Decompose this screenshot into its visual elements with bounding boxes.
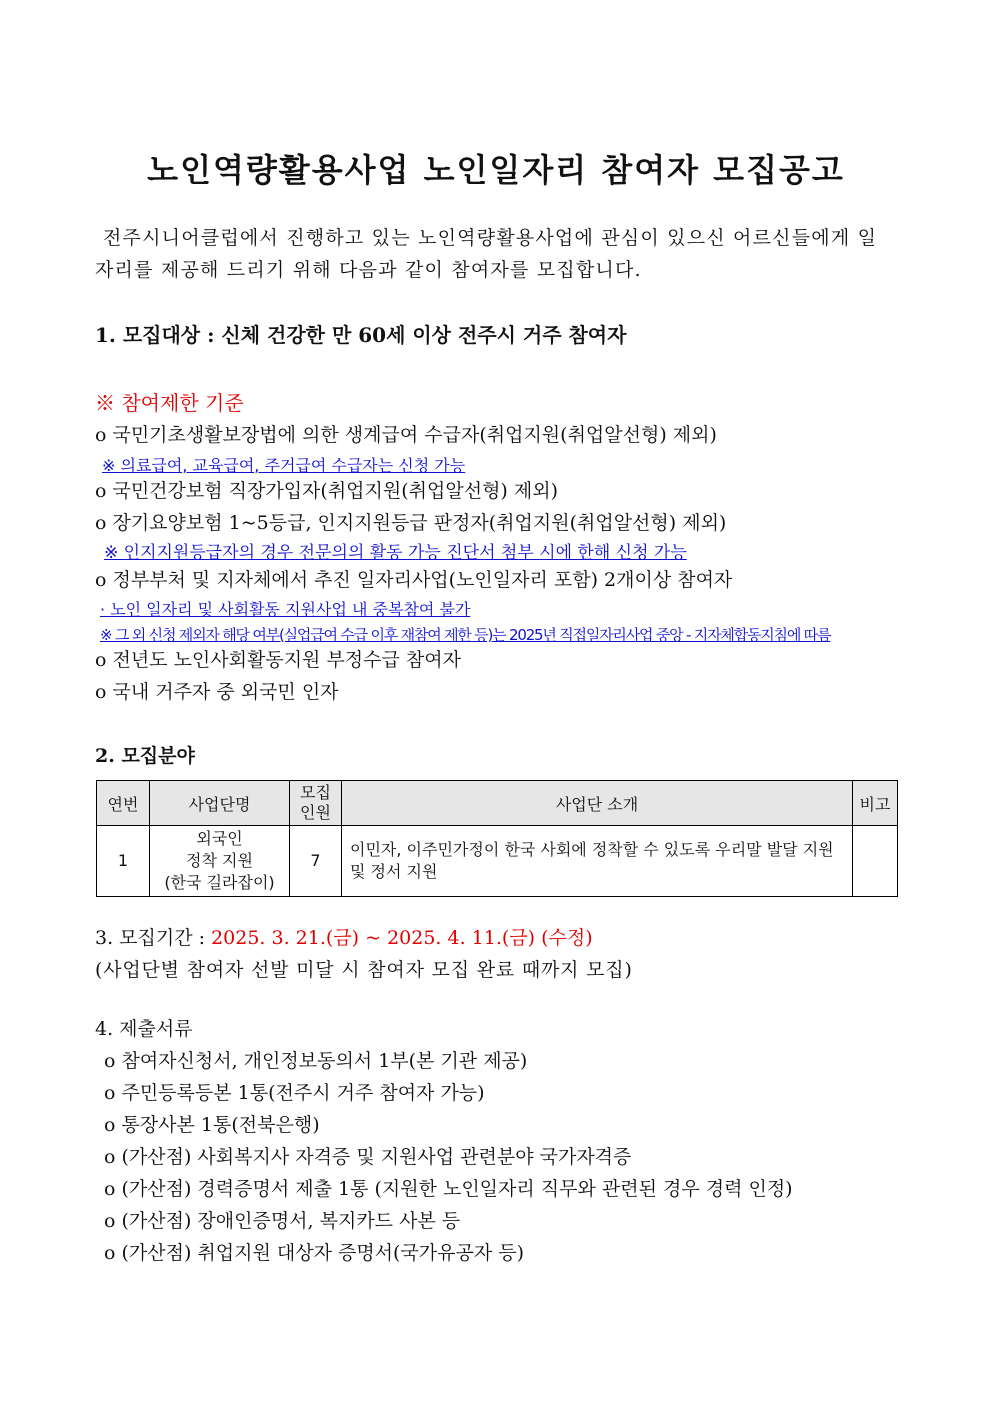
restriction-note-text: ※ 그 외 신청 제외자 해당 여부(실업급여 수급 이후 재참여 제한 등)는 2025년 직접일자리사업 중앙 - 지자체합동지침에 따름 xyxy=(100,626,831,644)
cell-note xyxy=(853,826,898,897)
col-header: 사업단명 xyxy=(150,781,290,826)
restriction-item: o 국민기초생활보장법에 의한 생계급여 수급자(취업지원(취업알선형) 제외) xyxy=(95,424,717,446)
col-header: 모집 인원 xyxy=(290,781,342,826)
col-header: 연번 xyxy=(97,781,150,826)
cell-name-line: (한국 길라잡이) xyxy=(164,873,275,892)
document-item: o (가산점) 취업지원 대상자 증명서(국가유공자 등) xyxy=(104,1242,525,1264)
restriction-note xyxy=(102,454,465,478)
document-item: o 통장사본 1통(전북은행) xyxy=(104,1114,320,1136)
section3-line xyxy=(95,926,593,950)
table-row xyxy=(97,826,898,897)
recruitment-table xyxy=(96,780,898,897)
cell-no: 1 xyxy=(97,826,150,897)
cell-name xyxy=(150,826,290,897)
cell-name-line: 외국인 xyxy=(196,829,243,848)
restriction-item: o 국민건강보험 직장가입자(취업지원(취업알선형) 제외) xyxy=(95,480,558,502)
restriction-note-text: · 노인 일자리 및 사회활동 지원사업 내 중복참여 불가 xyxy=(100,600,471,619)
restriction-title: ※ 참여제한 기준 xyxy=(95,391,244,415)
section3-note: (사업단별 참여자 선발 미달 시 참여자 모집 완료 때까지 모집) xyxy=(95,959,633,981)
recruitment-period: 2025. 3. 21.(금) ~ 2025. 4. 11.(금) (수정) xyxy=(211,927,593,949)
section2-heading: 2. 모집분야 xyxy=(95,745,195,767)
document-item: o (가산점) 장애인증명서, 복지카드 사본 등 xyxy=(104,1210,461,1232)
document-item: o (가산점) 사회복지사 자격증 및 지원사업 관련분야 국가자격증 xyxy=(104,1146,632,1168)
restriction-item: o 국내 거주자 중 외국민 인자 xyxy=(95,681,339,703)
document-item: o 참여자신청서, 개인정보동의서 1부(본 기관 제공) xyxy=(104,1050,528,1072)
cell-desc: 이민자, 이주민가정이 한국 사회에 정착할 수 있도록 우리말 발달 지원 및 정서 지원 xyxy=(342,826,853,897)
restriction-note-text: ※ 인지지원등급자의 경우 전문의의 활동 가능 진단서 첨부 시에 한해 신청 가능 xyxy=(104,543,687,563)
restriction-note-text: ※ 의료급여, 교육급여, 주거급여 수급자는 신청 가능 xyxy=(102,456,466,475)
table-header-row xyxy=(97,781,898,826)
document-item: o 주민등록등본 1통(전주시 거주 참여자 가능) xyxy=(104,1082,485,1104)
document-item: o (가산점) 경력증명서 제출 1통 (지원한 노인일자리 직무와 관련된 경우 경력 인정) xyxy=(104,1178,793,1200)
restriction-note xyxy=(100,598,470,622)
col-header: 비고 xyxy=(853,781,898,826)
restriction-item: o 정부부처 및 지자체에서 추진 일자리사업(노인일자리 포함) 2개이상 참여자 xyxy=(95,569,733,591)
restriction-item: o 장기요양보험 1~5등급, 인지지원등급 판정자(취업지원(취업알선형) 제외) xyxy=(95,512,727,534)
cell-count: 7 xyxy=(290,826,342,897)
section4-heading: 4. 제출서류 xyxy=(95,1018,193,1040)
section3-label: 3. 모집기간 : xyxy=(95,927,212,949)
intro-line-2: 자리를 제공해 드리기 위해 다음과 같이 참여자를 모집합니다. xyxy=(95,259,642,281)
page-title: 노인역량활용사업 노인일자리 참여자 모집공고 xyxy=(147,151,845,189)
restriction-note xyxy=(100,623,830,647)
restriction-item: o 전년도 노인사회활동지원 부정수급 참여자 xyxy=(95,649,461,671)
section1-heading: 1. 모집대상 : 신체 건강한 만 60세 이상 전주시 거주 참여자 xyxy=(95,323,627,347)
restriction-note xyxy=(104,541,687,565)
intro-line-1: 전주시니어클럽에서 진행하고 있는 노인역량활용사업에 관심이 있으신 어르신들에게 일 xyxy=(103,227,878,249)
col-header: 사업단 소개 xyxy=(342,781,853,826)
cell-name-line: 정착 지원 xyxy=(186,851,253,870)
